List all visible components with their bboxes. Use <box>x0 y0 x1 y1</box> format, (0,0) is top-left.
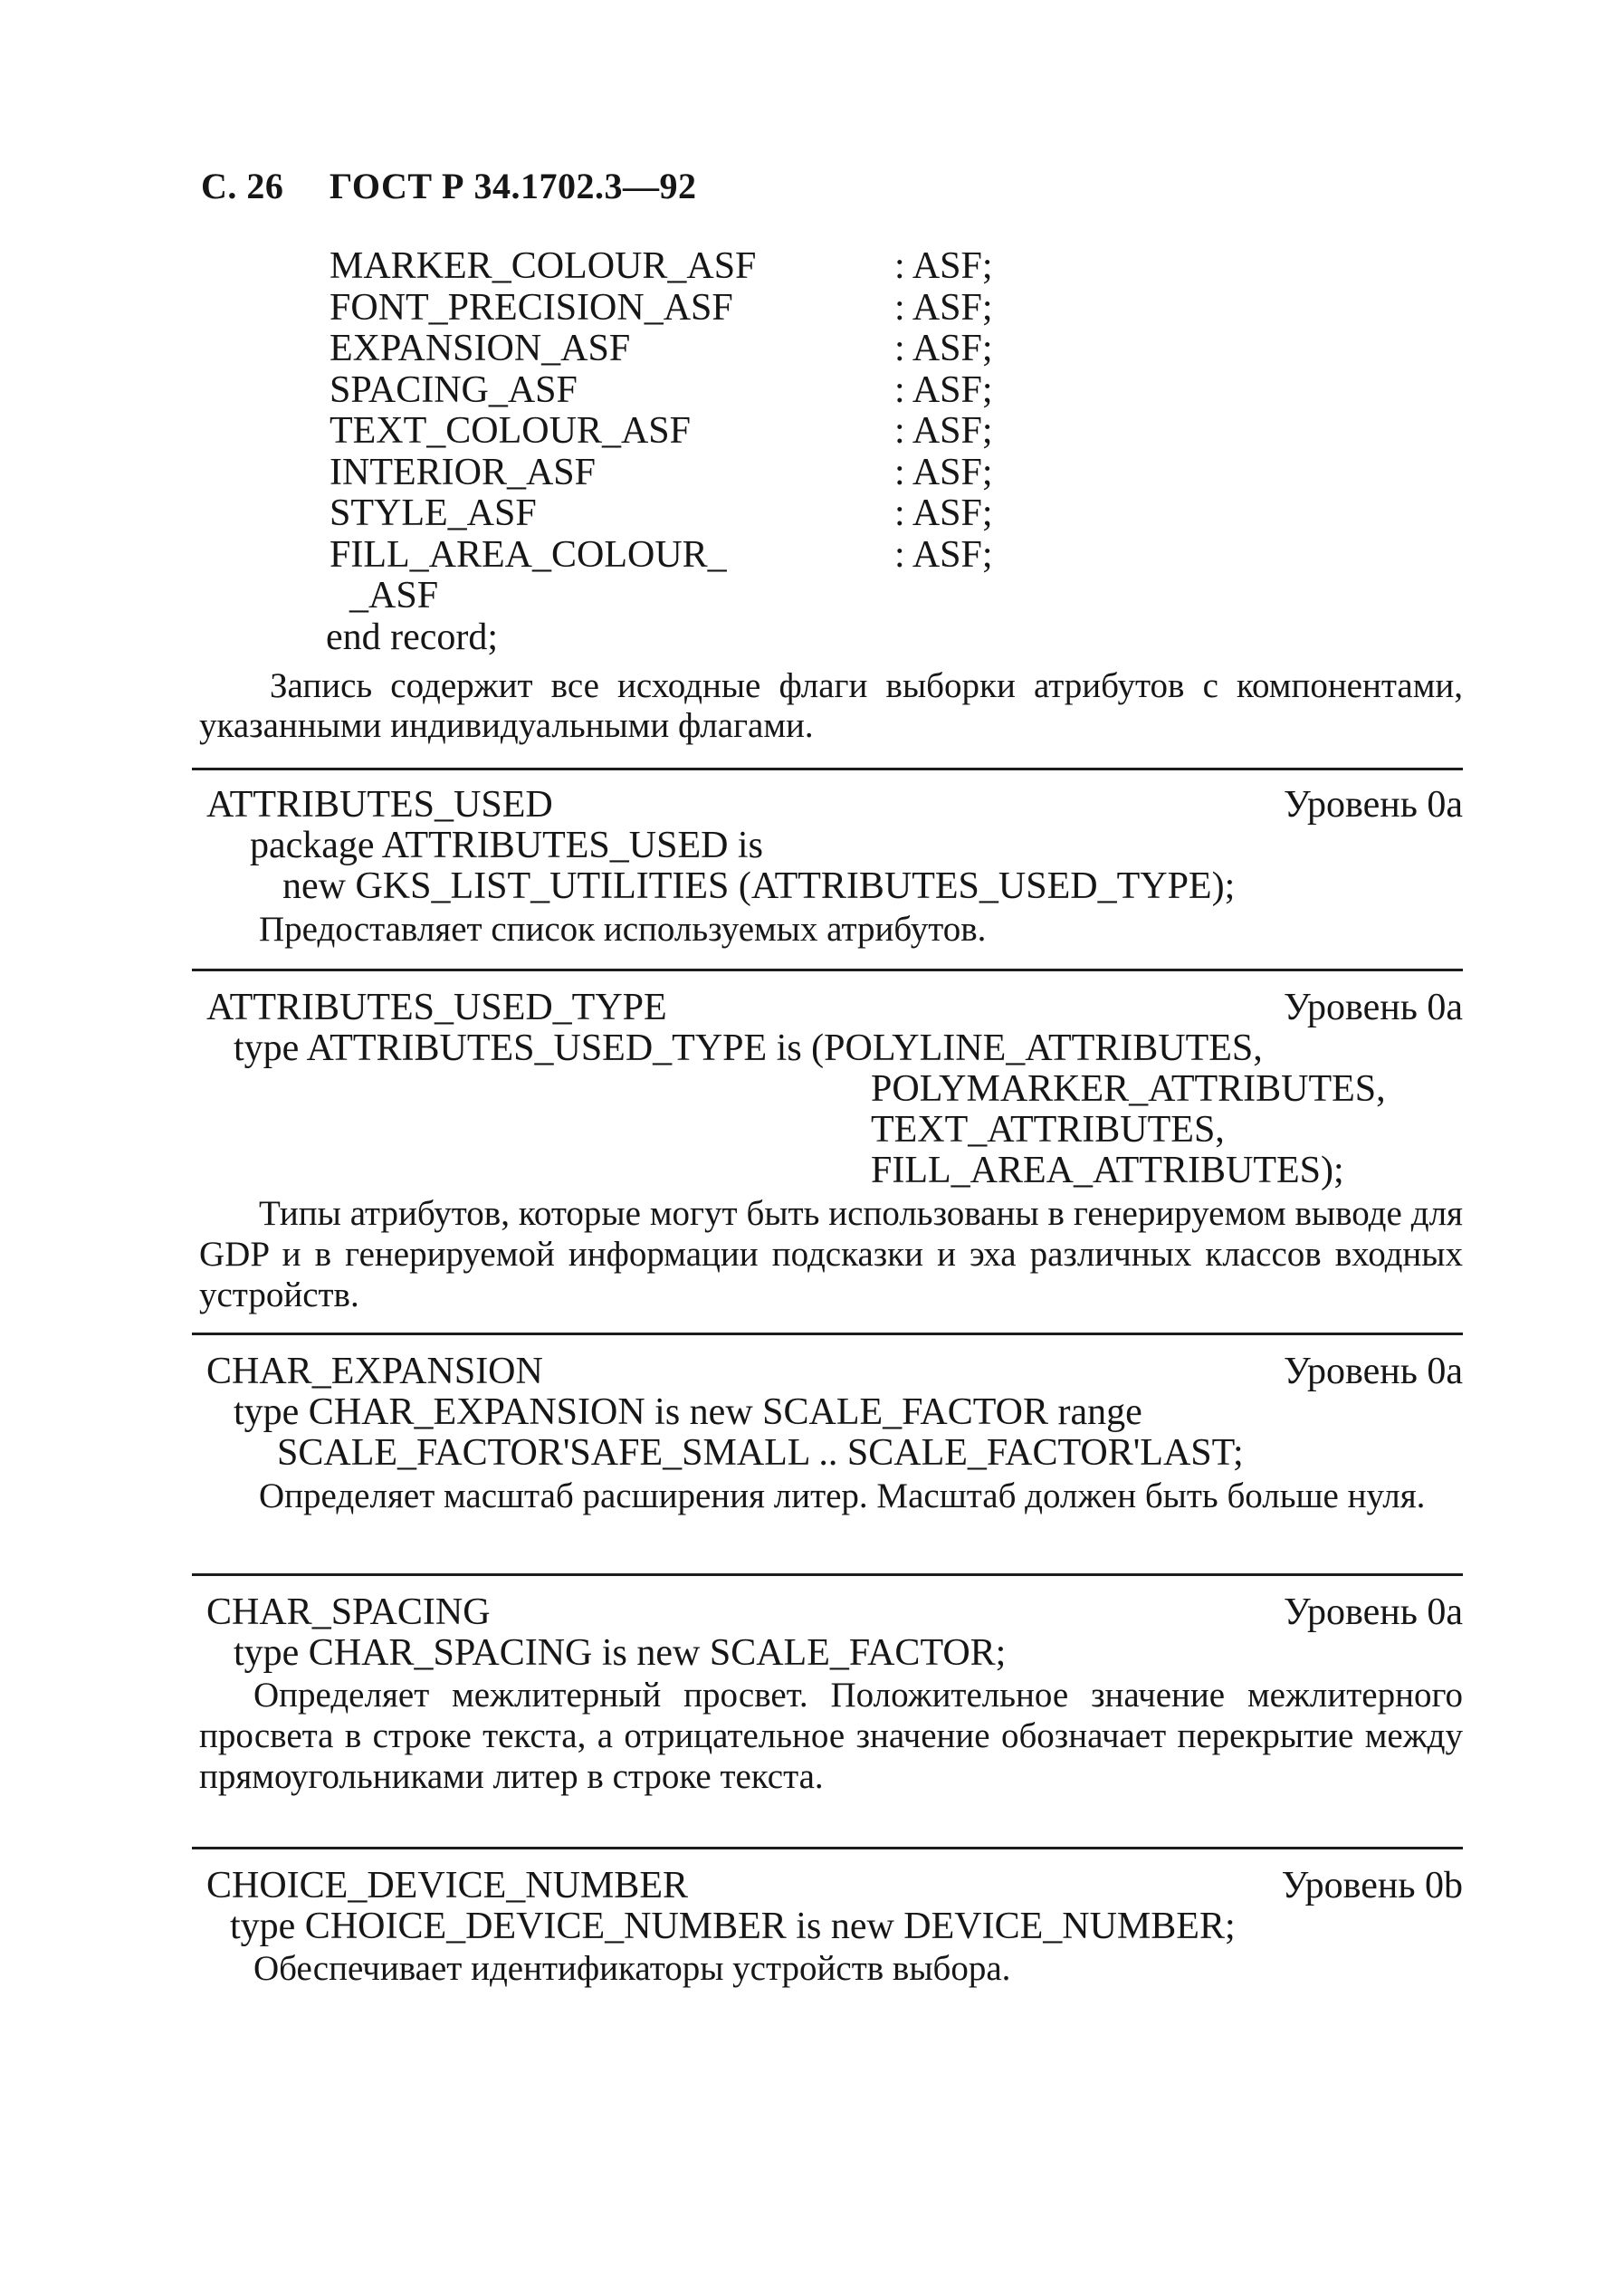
entry-declaration-line: type CHOICE_DEVICE_NUMBER is new DEVICE_NUMBER; <box>230 1906 1236 1947</box>
field-type: : ASF; <box>894 286 993 329</box>
field-type: : ASF; <box>894 245 993 287</box>
field-name: FILL_AREA_COLOUR_ <box>330 533 727 576</box>
entry-name: CHOICE_DEVICE_NUMBER <box>206 1865 688 1906</box>
entry-description: Обеспечивает идентификаторы устройств выбора. <box>253 1949 1011 1988</box>
entry-description: Определяет масштаб расширения литер. Масштаб должен быть больше нуля. <box>259 1476 1426 1515</box>
entry-level: Уровень 0а <box>1283 784 1463 826</box>
entry-declaration-line: SCALE_FACTOR'SAFE_SMALL .. SCALE_FACTOR'LAST; <box>277 1432 1244 1474</box>
entry-declaration-line: POLYMARKER_ATTRIBUTES, <box>871 1068 1386 1110</box>
standard-designation: ГОСТ Р 34.1702.3—92 <box>329 166 697 206</box>
field-type: : ASF; <box>894 533 993 576</box>
entry-heading <box>201 987 1463 1028</box>
field-type: : ASF; <box>894 328 993 369</box>
field-name: MARKER_COLOUR_ASF <box>330 245 757 287</box>
entry-heading <box>201 1351 1463 1392</box>
field-name: FONT_PRECISION_ASF <box>330 286 733 329</box>
entry-description: Определяет межлитерный просвет. Положительное значение межлитерного просвета в строке текста, а отрицательное значение обозначает перекрытие между прямоугольниками литер в строке текста. <box>199 1676 1463 1796</box>
entry-name: ATTRIBUTES_USED_TYPE <box>206 987 667 1028</box>
field-type: : ASF; <box>894 451 993 493</box>
field-type: : ASF; <box>894 410 993 452</box>
page-number: С. 26 <box>201 166 284 206</box>
section-divider <box>192 1847 1463 1849</box>
field-type: : ASF; <box>894 492 993 534</box>
field-name: TEXT_COLOUR_ASF <box>330 410 692 452</box>
entry-level: Уровень 0а <box>1283 1591 1463 1633</box>
entry-level: Уровень 0b <box>1281 1865 1463 1906</box>
entry-name: ATTRIBUTES_USED <box>206 784 553 826</box>
entry-declaration-line: type ATTRIBUTES_USED_TYPE is (POLYLINE_ATTRIBUTES, <box>234 1027 1263 1069</box>
record-end-keyword: end record; <box>326 616 499 658</box>
entry-name: CHAR_SPACING <box>206 1591 491 1633</box>
section-divider <box>192 1333 1463 1335</box>
entry-declaration-line: FILL_AREA_ATTRIBUTES); <box>871 1150 1344 1191</box>
field-name: SPACING_ASF <box>330 368 578 411</box>
entry-level: Уровень 0а <box>1283 1351 1463 1392</box>
field-name: STYLE_ASF <box>330 492 537 534</box>
section-divider <box>192 768 1463 770</box>
field-name: EXPANSION_ASF <box>330 328 631 369</box>
entry-declaration-line: type CHAR_EXPANSION is new SCALE_FACTOR range <box>234 1391 1142 1433</box>
entry-declaration-line: TEXT_ATTRIBUTES, <box>871 1109 1225 1151</box>
entry-heading <box>201 784 1463 826</box>
field-type: : ASF; <box>894 368 993 411</box>
entry-heading <box>201 1591 1463 1633</box>
entry-declaration-line: package ATTRIBUTES_USED is <box>250 825 763 866</box>
field-name: INTERIOR_ASF <box>330 451 597 493</box>
entry-description: Типы атрибутов, которые могут быть использованы в генерируемом выводе для GDP и в генерируемой информации подсказки и эха различных классов входных устройств. <box>199 1194 1463 1314</box>
section-divider <box>192 969 1463 971</box>
entry-heading <box>201 1865 1463 1906</box>
entry-level: Уровень 0а <box>1283 987 1463 1028</box>
entry-declaration-line: new GKS_LIST_UTILITIES (ATTRIBUTES_USED_TYPE); <box>282 865 1236 907</box>
record-description: Запись содержит все исходные флаги выборки атрибутов с компонентами, указанными индивидуальными флагами. <box>199 666 1463 745</box>
entry-name: CHAR_EXPANSION <box>206 1351 543 1392</box>
field-name-continuation: _ASF <box>349 575 439 616</box>
entry-description: Предоставляет список используемых атрибутов. <box>259 910 987 949</box>
page-header <box>201 165 696 207</box>
section-divider <box>192 1573 1463 1576</box>
entry-declaration-line: type CHAR_SPACING is new SCALE_FACTOR; <box>234 1632 1007 1674</box>
